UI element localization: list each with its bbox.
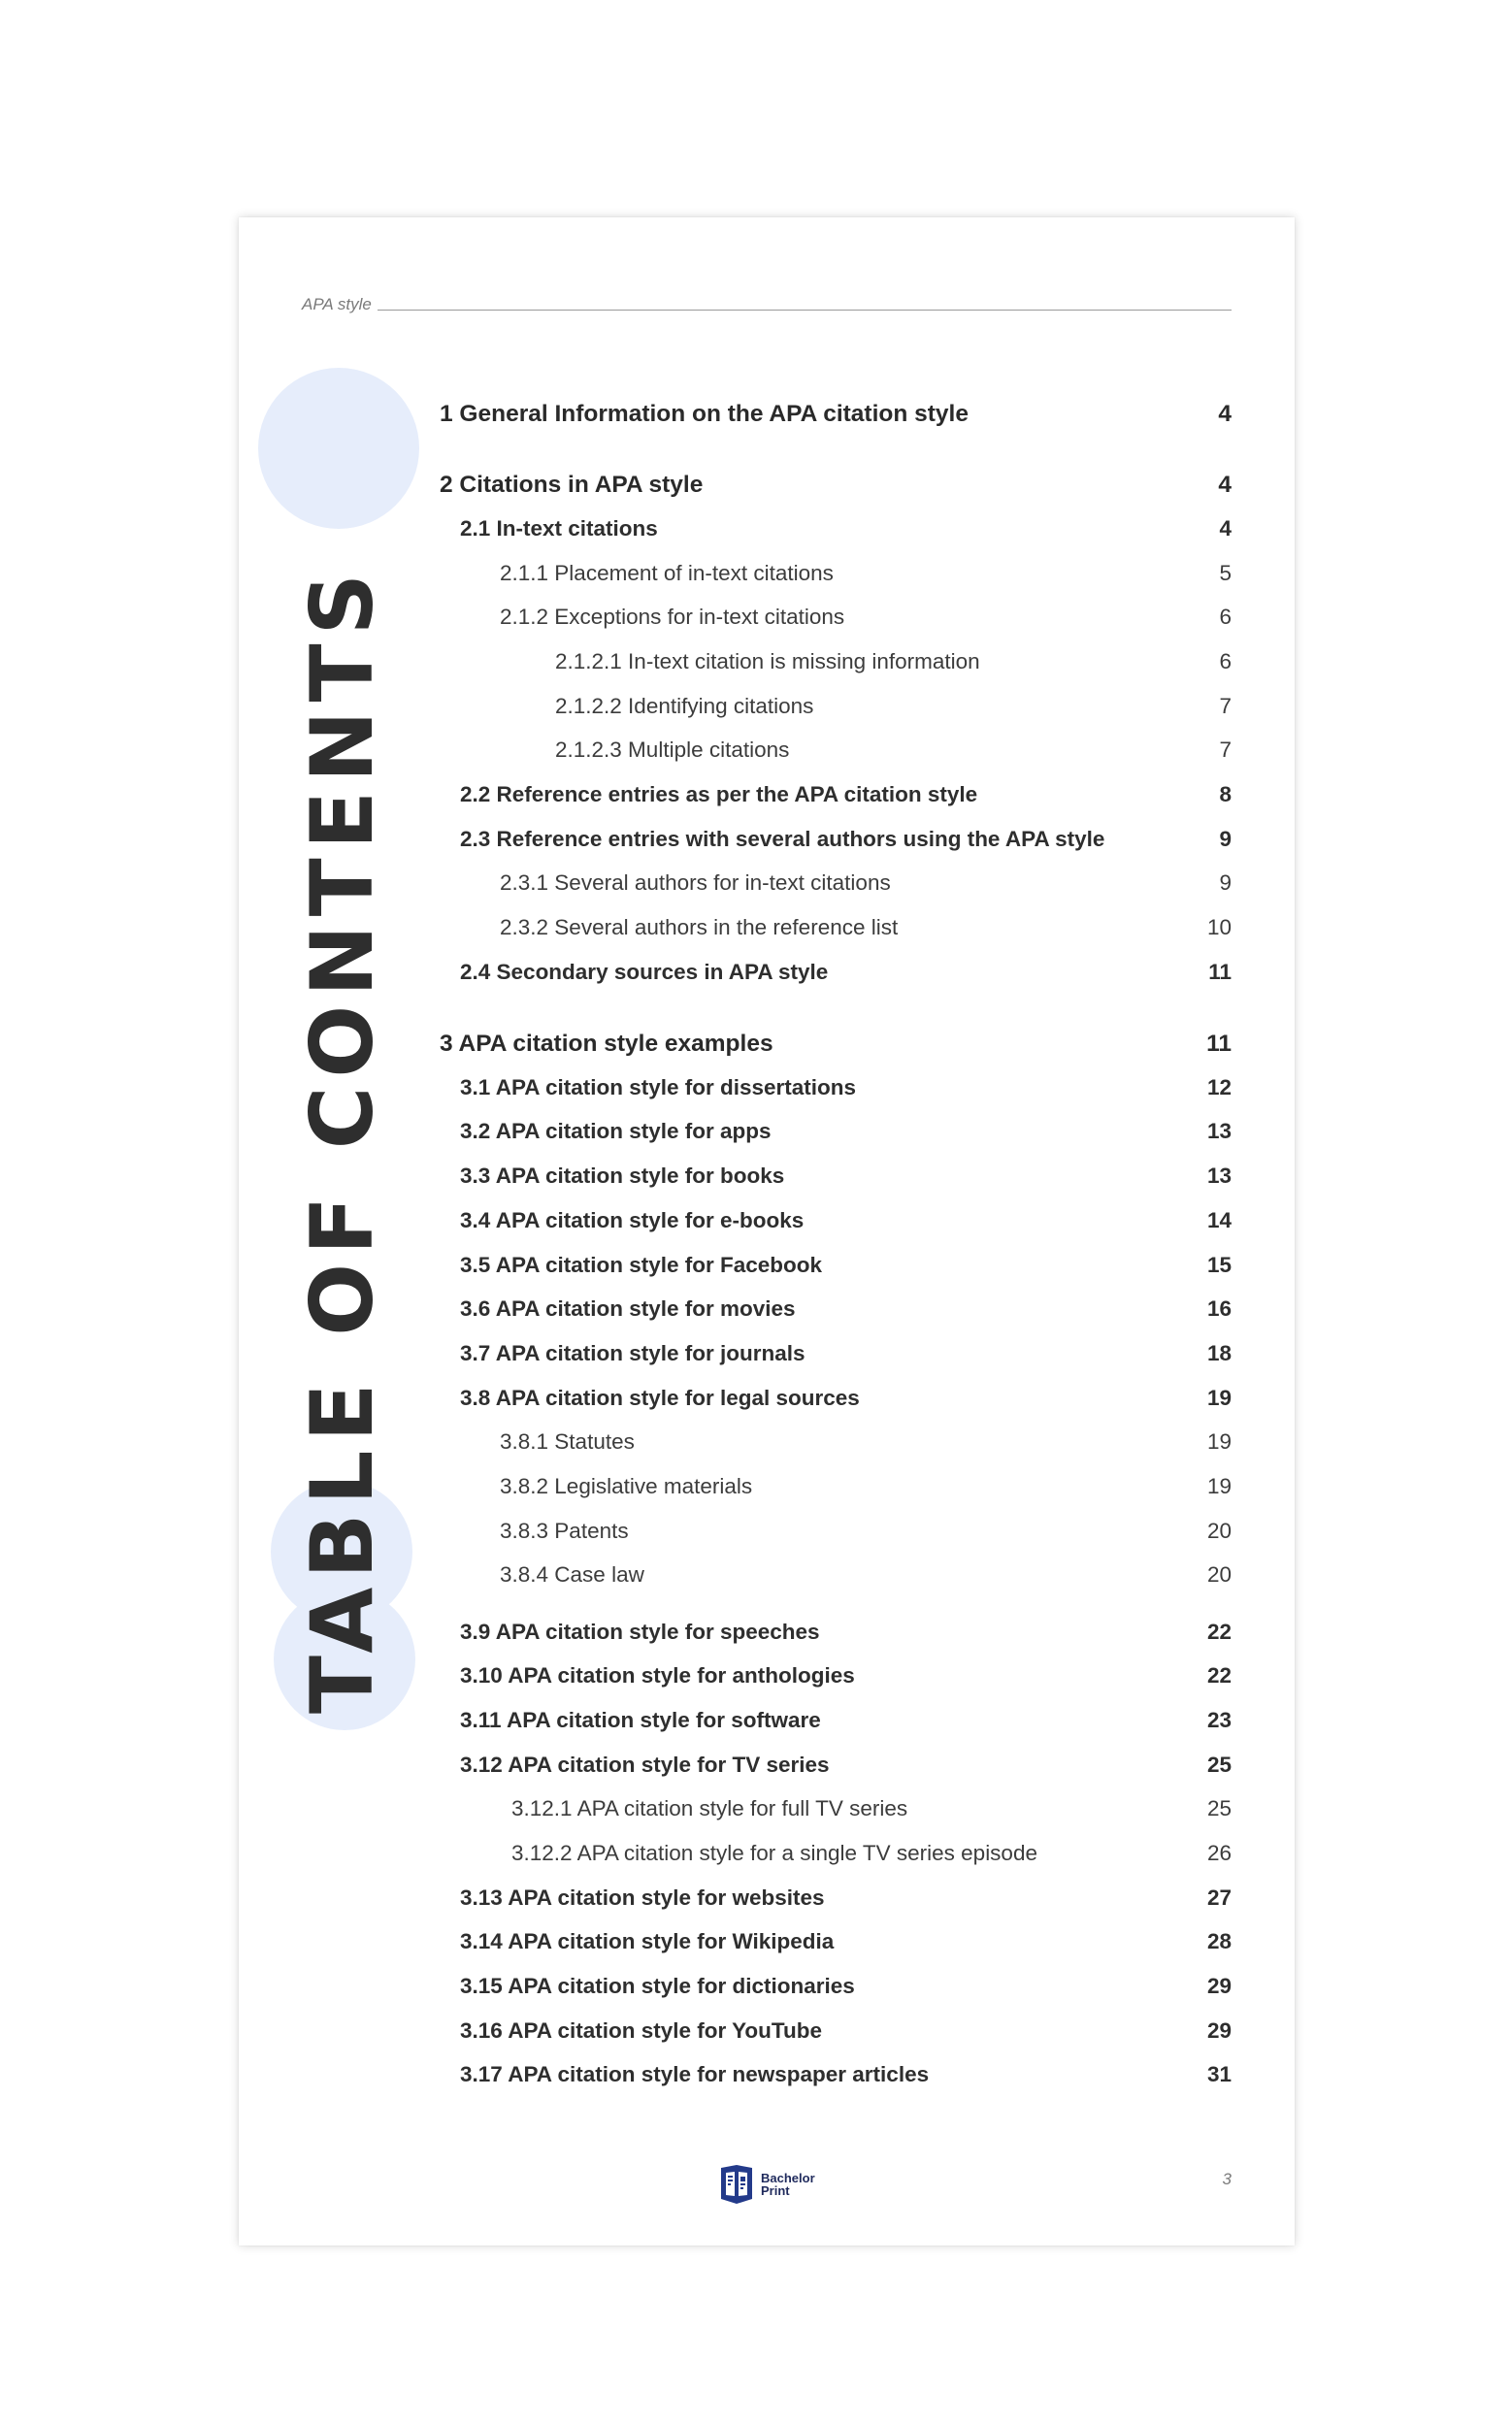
table-of-contents [239, 217, 1295, 2246]
toc-entry-label: 3.17 APA citation style for newspaper articles [460, 2062, 930, 2086]
toc-entry-page: 29 [1206, 1974, 1232, 1998]
toc-entry[interactable] [460, 1386, 1232, 1411]
toc-entry[interactable] [500, 915, 1232, 940]
toc-entry-label: 3.10 APA citation style for anthologies [460, 1663, 855, 1688]
page-number: 3 [1222, 2170, 1232, 2188]
toc-entry-page: 11 [1206, 1031, 1232, 1057]
toc-entry-page: 19 [1206, 1386, 1232, 1410]
toc-entry-page: 23 [1206, 1708, 1232, 1732]
toc-entry-label: 2.1.2.2 Identifying citations [555, 694, 814, 718]
toc-entry[interactable] [500, 605, 1232, 630]
toc-entry-page: 16 [1206, 1296, 1232, 1321]
toc-entry[interactable] [460, 1708, 1232, 1733]
toc-entry-page: 19 [1206, 1474, 1232, 1498]
toc-entry-label: 2.1.2.3 Multiple citations [555, 738, 790, 762]
toc-entry-page: 7 [1219, 738, 1232, 762]
toc-entry[interactable] [500, 1562, 1232, 1588]
toc-entry[interactable] [460, 1296, 1232, 1322]
toc-entry-page: 14 [1206, 1208, 1232, 1232]
toc-entry-page: 26 [1206, 1841, 1232, 1865]
toc-entry-page: 6 [1219, 605, 1232, 629]
toc-entry-label: 3.13 APA citation style for websites [460, 1885, 825, 1910]
toc-entry[interactable] [555, 649, 1232, 674]
toc-entry-label: 3.6 APA citation style for movies [460, 1296, 796, 1321]
toc-entry[interactable] [460, 1620, 1232, 1645]
toc-entry[interactable] [555, 738, 1232, 763]
toc-entry-label: 2.2 Reference entries as per the APA citation style [460, 782, 978, 806]
toc-entry-label: 3.7 APA citation style for journals [460, 1341, 805, 1365]
toc-entry-page: 20 [1206, 1562, 1232, 1587]
toc-entry-page: 25 [1206, 1796, 1232, 1820]
toc-entry[interactable] [460, 1341, 1232, 1366]
toc-entry[interactable] [460, 516, 1232, 541]
toc-entry[interactable] [460, 827, 1232, 852]
toc-entry[interactable] [500, 870, 1232, 896]
toc-entry-label: 2.3 Reference entries with several authors using the APA style [460, 827, 1105, 851]
toc-entry-label: 3.8.4 Case law [500, 1562, 644, 1587]
toc-entry-label: 3.8.3 Patents [500, 1519, 629, 1543]
toc-entry-label: 2 Citations in APA style [440, 472, 704, 498]
toc-entry-label: 3.1 APA citation style for dissertations [460, 1075, 857, 1099]
toc-entry-label: 3.3 APA citation style for books [460, 1164, 785, 1188]
toc-entry-label: 3 APA citation style examples [440, 1031, 773, 1057]
toc-entry[interactable] [460, 1974, 1232, 1999]
toc-entry-page: 10 [1206, 915, 1232, 939]
toc-entry-label: 3.14 APA citation style for Wikipedia [460, 1929, 835, 1953]
toc-entry-page: 13 [1206, 1164, 1232, 1188]
toc-entry[interactable] [500, 1519, 1232, 1544]
toc-entry-page: 15 [1206, 1253, 1232, 1277]
toc-entry-label: 3.4 APA citation style for e-books [460, 1208, 805, 1232]
toc-entry-page: 12 [1206, 1075, 1232, 1099]
book-logo-icon [718, 2164, 755, 2205]
toc-entry[interactable] [460, 1164, 1232, 1189]
toc-entry-label: 2.3.2 Several authors in the reference list [500, 915, 899, 939]
toc-entry-page: 18 [1206, 1341, 1232, 1365]
toc-entry[interactable] [460, 1208, 1232, 1233]
toc-entry-label: 3.8.2 Legislative materials [500, 1474, 753, 1498]
toc-entry-page: 28 [1206, 1929, 1232, 1953]
toc-entry[interactable] [511, 1841, 1232, 1866]
toc-entry-page: 22 [1206, 1620, 1232, 1644]
toc-entry[interactable] [460, 1075, 1232, 1100]
toc-entry[interactable] [440, 472, 1232, 499]
toc-entry[interactable] [460, 2062, 1232, 2087]
toc-entry-page: 6 [1219, 649, 1232, 673]
running-head-title: APA style [302, 295, 372, 313]
toc-entry-page: 27 [1206, 1885, 1232, 1910]
publisher-logo [718, 2164, 815, 2205]
document-page [239, 217, 1295, 2246]
toc-entry-label: 2.3.1 Several authors for in-text citations [500, 870, 891, 895]
toc-entry-label: 3.8 APA citation style for legal sources [460, 1386, 860, 1410]
toc-entry[interactable] [460, 782, 1232, 807]
toc-entry[interactable] [440, 401, 1232, 428]
toc-entry[interactable] [460, 1119, 1232, 1144]
toc-entry-page: 20 [1206, 1519, 1232, 1543]
toc-entry-label: 2.1.1 Placement of in-text citations [500, 561, 834, 585]
toc-entry-label: 3.16 APA citation style for YouTube [460, 2018, 822, 2043]
toc-entry-page: 8 [1219, 782, 1232, 806]
toc-entry-page: 11 [1208, 960, 1232, 984]
toc-entry[interactable] [460, 2018, 1232, 2044]
toc-entry[interactable] [440, 1031, 1232, 1058]
toc-entry[interactable] [460, 1753, 1232, 1778]
toc-entry[interactable] [500, 1474, 1232, 1499]
toc-entry[interactable] [555, 694, 1232, 719]
toc-entry[interactable] [460, 1253, 1232, 1278]
toc-entry-page: 29 [1206, 2018, 1232, 2043]
toc-entry-page: 9 [1219, 827, 1232, 851]
toc-entry[interactable] [460, 1663, 1232, 1688]
toc-entry[interactable] [460, 960, 1232, 985]
toc-entry[interactable] [460, 1929, 1232, 1954]
side-title: TABLE OF CONTENTS [292, 565, 392, 1714]
toc-entry-label: 3.11 APA citation style for software [460, 1708, 821, 1732]
toc-entry-label: 2.1.2.1 In-text citation is missing information [555, 649, 980, 673]
toc-entry-label: 2.1 In-text citations [460, 516, 658, 541]
toc-entry-page: 25 [1206, 1753, 1232, 1777]
toc-entry-page: 5 [1219, 561, 1232, 585]
toc-entry-label: 3.5 APA citation style for Facebook [460, 1253, 823, 1277]
toc-entry-page: 31 [1206, 2062, 1232, 2086]
toc-entry-page: 19 [1206, 1429, 1232, 1454]
toc-entry-page: 13 [1206, 1119, 1232, 1143]
toc-entry-label: 3.15 APA citation style for dictionaries [460, 1974, 855, 1998]
toc-entry-page: 4 [1218, 401, 1232, 427]
toc-entry-page: 4 [1219, 516, 1232, 541]
toc-entry-label: 2.4 Secondary sources in APA style [460, 960, 829, 984]
toc-entry-label: 3.8.1 Statutes [500, 1429, 635, 1454]
toc-entry-label: 3.2 APA citation style for apps [460, 1119, 772, 1143]
toc-entry-label: 3.12.1 APA citation style for full TV series [511, 1796, 908, 1820]
toc-entry-label: 3.12.2 APA citation style for a single TV series episode [511, 1841, 1037, 1865]
logo-line-2: Print [761, 2183, 790, 2198]
toc-entry-page: 22 [1206, 1663, 1232, 1688]
toc-entry[interactable] [511, 1796, 1232, 1821]
toc-entry[interactable] [460, 1885, 1232, 1911]
toc-entry-label: 2.1.2 Exceptions for in-text citations [500, 605, 845, 629]
toc-entry-page: 9 [1219, 870, 1232, 895]
toc-entry-label: 3.9 APA citation style for speeches [460, 1620, 820, 1644]
toc-entry[interactable] [500, 1429, 1232, 1455]
toc-entry-label: 1 General Information on the APA citation style [440, 401, 969, 427]
logo-line-1: Bachelor [761, 2171, 815, 2185]
toc-entry-label: 3.12 APA citation style for TV series [460, 1753, 830, 1777]
toc-entry[interactable] [500, 561, 1232, 586]
toc-entry-page: 4 [1218, 472, 1232, 498]
toc-entry-page: 7 [1219, 694, 1232, 718]
